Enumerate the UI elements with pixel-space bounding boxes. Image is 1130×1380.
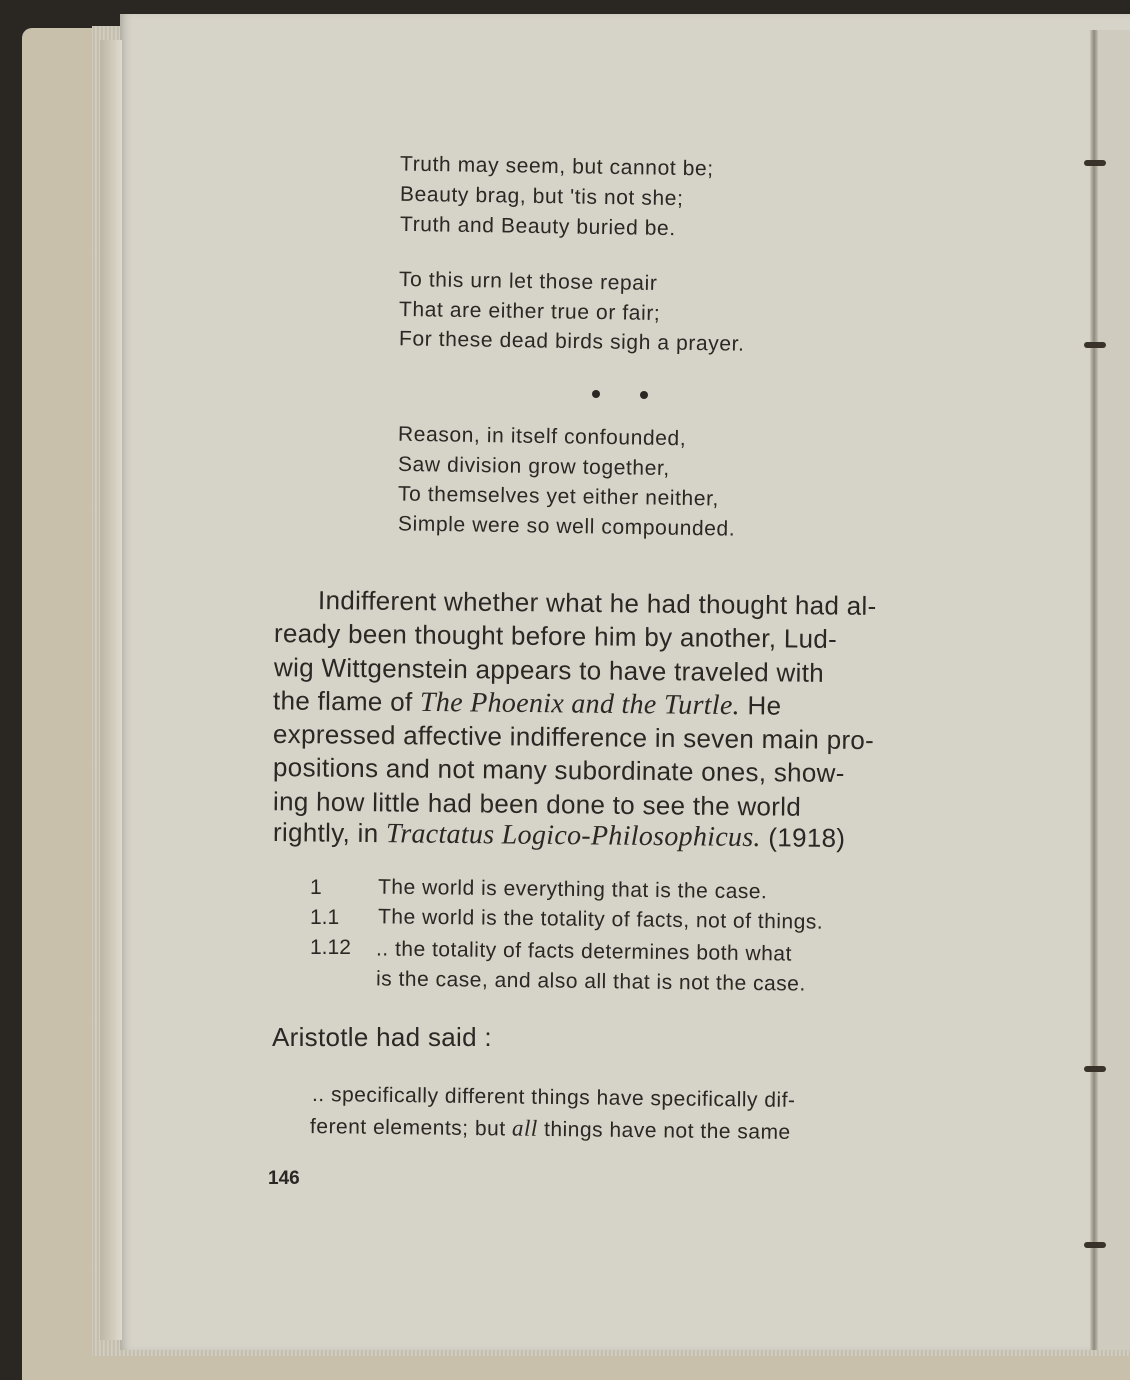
prose-line: ing how little had been done to see the world — [272, 786, 802, 822]
verse-line: To this urn let those repair — [398, 267, 658, 296]
page-number: 146 — [268, 1168, 300, 1189]
prose-text: (1918) — [760, 822, 846, 853]
proposition-text: The world is everything that is the case. — [377, 875, 768, 904]
quote-emphasis: all — [511, 1115, 538, 1141]
prose-line — [273, 817, 846, 855]
proposition-number: 1.1 — [310, 906, 340, 929]
book-title: Tractatus Logico-Philosophicus. — [385, 818, 761, 854]
proposition-text: The world is the totality of facts, not of things. — [377, 905, 824, 934]
prose-line — [273, 685, 782, 722]
proposition-number: 1.12 — [310, 936, 351, 959]
right-page-edge — [1098, 30, 1130, 1350]
ornament-dot — [592, 390, 600, 398]
binding-stitch — [1084, 342, 1106, 348]
prose-line: Indifferent whether what he had thought had al- — [317, 585, 877, 621]
spine-shadow — [100, 40, 122, 1340]
verse-line: To themselves yet either neither, — [397, 482, 720, 511]
verse-line: Truth may seem, but cannot be; — [399, 152, 714, 181]
quote-text: things have not the same — [537, 1117, 791, 1144]
quote-text: ferent elements; but — [309, 1115, 513, 1141]
verse-line: Saw division grow together, — [397, 452, 671, 481]
proposition-text: .. the totality of facts determines both what — [375, 937, 793, 966]
prose-text: He — [739, 690, 782, 721]
prose-line: ready been thought before him by another, Lud- — [273, 618, 838, 654]
proposition-number: 1 — [310, 876, 322, 899]
ornament-dot — [640, 391, 648, 399]
verse-line: For these dead birds sigh a prayer. — [398, 327, 745, 356]
proposition-text: is the case, and also all that is not the case. — [375, 967, 806, 996]
prose-text: the flame of — [272, 685, 421, 717]
binding-stitch — [1084, 1066, 1106, 1072]
verse-line: Beauty brag, but 'tis not she; — [399, 182, 684, 211]
verse-line: Simple were so well compounded. — [397, 512, 736, 541]
verse-line: That are either true or fair; — [398, 297, 661, 326]
verse-line: Reason, in itself confounded, — [397, 422, 687, 451]
aristotle-line: Aristotle had said : — [272, 1022, 492, 1052]
prose-line: expressed affective indifference in seven main pro- — [272, 718, 875, 756]
prose-line: wig Wittgenstein appears to have traveled with — [273, 652, 825, 688]
prose-line: positions and not many subordinate ones, show- — [272, 752, 845, 788]
binding-stitch — [1084, 1242, 1106, 1248]
book-gutter — [1090, 30, 1098, 1350]
binding-stitch — [1084, 160, 1106, 166]
poem-title: The Phoenix and the Turtle. — [419, 686, 741, 722]
prose-text: rightly, in — [272, 817, 387, 849]
quote-line: .. specifically different things have specifically dif- — [311, 1083, 796, 1112]
verse-line: Truth and Beauty buried be. — [399, 212, 676, 241]
